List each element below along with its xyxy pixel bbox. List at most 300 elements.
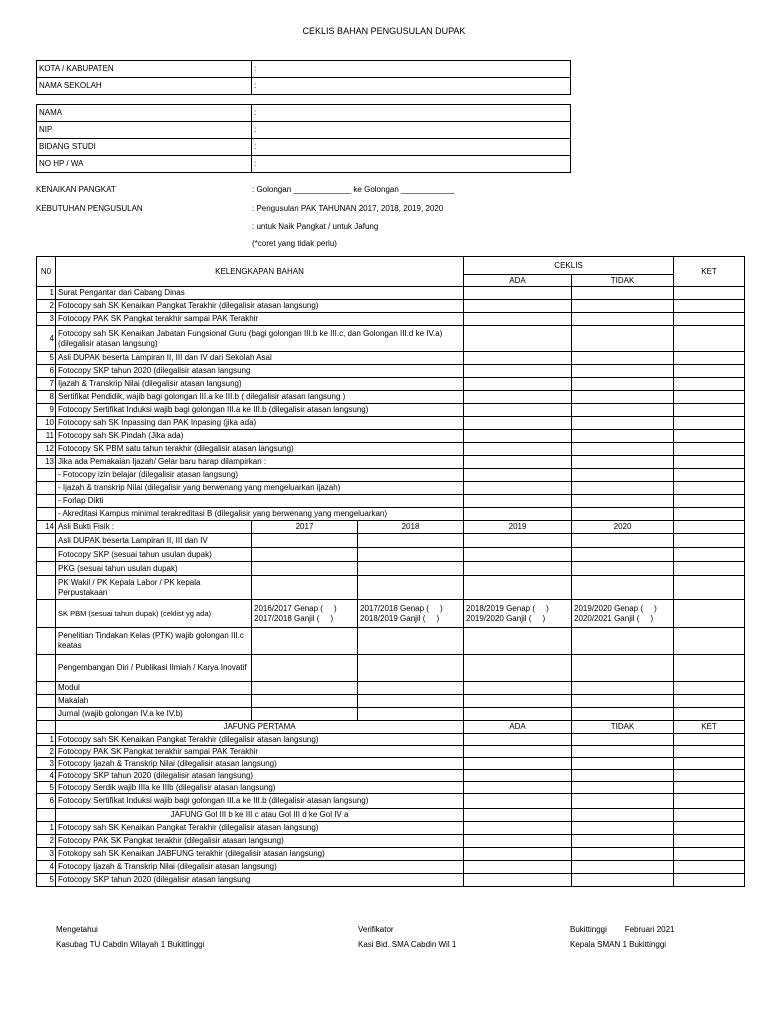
ket-cell[interactable] [674,794,745,809]
item-number [37,495,56,508]
ada-check-cell[interactable] [464,391,572,404]
info-label: NIP [37,122,252,139]
year-check-cell[interactable] [572,628,674,655]
ket-cell[interactable] [674,548,745,562]
item-number: 5 [37,352,56,365]
tidak-check-cell[interactable] [572,378,674,391]
tidak-check-cell[interactable] [572,782,674,794]
pbm-semester-option[interactable]: 2019/2020 Genap ( ) [574,603,657,613]
year-check-cell[interactable] [252,576,358,600]
info-label: KOTA / KABUPATEN [37,61,252,78]
ada-check-cell[interactable] [464,313,572,326]
ket-cell[interactable] [674,708,745,721]
year-check-cell[interactable] [252,534,358,548]
info-value-field[interactable]: : [252,122,571,139]
ket-cell[interactable] [674,734,745,746]
item-number: 4 [37,326,56,352]
ket-cell[interactable] [674,404,745,417]
bukti-text: PKG (sesuai tahun usulan dupak) [56,562,252,576]
info-value-field[interactable]: : [252,139,571,156]
checklist-row [37,352,745,365]
info-value-field[interactable]: : [252,105,571,122]
jafung-row [37,746,745,758]
tidak-check-cell[interactable] [572,835,674,848]
pbm-semester-cell[interactable] [572,600,674,628]
col-kelengkapan-header: KELENGKAPAN BAHAN [56,257,464,287]
item-text: Fotocopy PAK SK Pangkat terakhir (dilegalisir atasan langsung) [56,835,464,848]
year-check-cell[interactable] [358,576,464,600]
ada-check-cell[interactable] [464,734,572,746]
bukti-row [37,695,745,708]
bukti-fisik-header-row [37,521,745,534]
checklist-row [37,378,745,391]
item-number: 9 [37,404,56,417]
item-number: 6 [37,794,56,809]
ada-check-cell[interactable] [464,848,572,861]
item-number: 10 [37,417,56,430]
item-number [37,809,56,822]
pbm-semester-option[interactable]: 2017/2018 Ganjil ( ) [254,613,334,623]
ada-check-cell[interactable] [464,874,572,887]
col-ada-header: ADA [464,275,572,287]
item-text: Fotocopy Sertifikat Induksi wajib bagi golongan III.a ke III.b (dilegalisir atasan langsung) [56,794,464,809]
item-text: Ijazah & Transkrip Nilai (dilegalisir atasan langsung) [56,378,464,391]
ada-check-cell[interactable] [464,300,572,313]
info-value-field[interactable]: : [252,78,571,95]
item-text: Fotocopy sah SK Kenaikan Pangkat Terakhir (dilegalisir atasan langsung) [56,734,464,746]
ket-cell[interactable] [674,378,745,391]
jafung-row [37,734,745,746]
header-row [37,257,745,275]
item-number [37,548,56,562]
info-value-field[interactable]: : [252,156,571,173]
item-number: 12 [37,443,56,456]
tidak-check-cell[interactable] [572,508,674,521]
bukti-text: Asli DUPAK beserta Lampiran II, III dan IV [56,534,252,548]
kenaikan-label: KENAIKAN PANGKAT [36,185,116,194]
kebutuhan-line1[interactable]: : Pengusulan PAK TAHUNAN 2017, 2018, 2019, 2020 [252,204,444,213]
year-check-cell[interactable] [252,708,358,721]
tidak-check-cell[interactable] [572,495,674,508]
checklist-row [37,391,745,404]
ket-cell[interactable] [674,469,745,482]
item-text: Fotocopy SKP tahun 2020 (dilegalisir atasan langsung) [56,770,464,782]
year-check-cell[interactable] [572,708,674,721]
item-number: 7 [37,378,56,391]
year-check-cell[interactable] [252,655,358,682]
item-number [37,508,56,521]
ada-check-cell[interactable] [464,822,572,835]
ket-cell[interactable] [674,417,745,430]
tidak-check-cell[interactable] [572,482,674,495]
sub-item-text: - Forlap Dikti [56,495,464,508]
item-text: Fotocopy SKP tahun 2020 (dilegalisir atasan langsung [56,874,464,887]
bukti-row [37,534,745,548]
pbm-label: SK PBM (sesuai tahun dupak) (ceklist yg ada) [56,600,252,628]
item-number: 3 [37,758,56,770]
year-header: 2020 [572,521,674,534]
item-number [37,628,56,655]
item-number: 1 [37,287,56,300]
ket-cell[interactable] [674,313,745,326]
checklist-row [37,443,745,456]
sig-mengetahui: Mengetahui [56,925,98,934]
ket-cell[interactable] [674,861,745,874]
jafung-row [37,758,745,770]
ket-cell[interactable] [674,770,745,782]
sub-item-text: - Akreditasi Kampus minimal terakreditasi B (dilegalisir yang berwenang yang mengeluarkan) [56,508,464,521]
ada-check-cell[interactable] [464,495,572,508]
tidak-check-cell[interactable] [572,758,674,770]
item-text: Fotocopy sah SK Pindah (Jika ada) [56,430,464,443]
checklist-subrow [37,495,745,508]
year-check-cell[interactable] [358,682,464,695]
item-text: Fotocopy PAK SK Pangkat terakhir sampai PAK Terakhir [56,313,464,326]
tidak-check-cell[interactable] [572,326,674,352]
bukti-row [37,682,745,695]
item-number: 11 [37,430,56,443]
tidak-check-cell[interactable] [572,770,674,782]
ada-check-cell[interactable] [464,443,572,456]
year-check-cell[interactable] [252,562,358,576]
ket-cell[interactable] [674,534,745,548]
info-row-nama [37,105,571,122]
ket-cell[interactable] [674,456,745,469]
pbm-semester-option[interactable]: 2016/2017 Genap ( ) [254,603,337,613]
year-check-cell[interactable] [358,628,464,655]
ket-cell[interactable] [674,848,745,861]
item-text: Fotocopy Ijazah & Transkrip Nilai (dilegalisir atasan langsung) [56,861,464,874]
tidak-check-cell[interactable] [572,746,674,758]
checklist-row [37,326,745,352]
tidak-check-cell[interactable] [572,469,674,482]
kenaikan-value[interactable]: : Golongan _____________ ke Golongan ____________ [252,185,455,194]
bukti-row [37,562,745,576]
info-row-kota [37,61,571,78]
pbm-semester-option[interactable]: 2019/2020 Ganjil ( ) [466,613,546,623]
ket-cell[interactable] [674,287,745,300]
pbm-semester-cell[interactable] [358,600,464,628]
checklist-row [37,417,745,430]
pbm-semester-option[interactable]: 2017/2018 Genap ( ) [360,603,443,613]
year-check-cell[interactable] [252,628,358,655]
ada-check-cell[interactable] [464,482,572,495]
item-number: 1 [37,734,56,746]
ket-cell[interactable] [674,300,745,313]
tidak-check-cell[interactable] [572,417,674,430]
checklist-row [37,456,745,469]
jafung2-heading: JAFUNG Gol III b ke III c atau Gol III d ke Gol IV a [56,809,464,822]
year-check-cell[interactable] [464,695,572,708]
year-check-cell[interactable] [464,708,572,721]
jafung2-row [37,861,745,874]
year-check-cell[interactable] [358,695,464,708]
ket-cell[interactable] [674,521,745,534]
item-text: Fotokopy sah SK Kenaikan JABFUNG terakhir (dilegalisir atasan langsung) [56,848,464,861]
tidak-check-cell[interactable] [572,287,674,300]
ada-check-cell[interactable] [464,365,572,378]
ket-cell[interactable] [674,655,745,682]
pbm-semester-option[interactable]: 2020/2021 Ganjil ( ) [574,613,654,623]
ket-cell[interactable] [674,600,745,628]
year-check-cell[interactable] [572,655,674,682]
bukti-text: Penelitian Tindakan Kelas (PTK) wajib golongan III.c keatas [56,628,252,655]
jafung-row [37,782,745,794]
item-text: Fotocopy Serdik wajib IIIa ke IIIb (dilegalisir atasan langsung) [56,782,464,794]
year-check-cell[interactable] [358,534,464,548]
col-tidak-header: TIDAK [572,275,674,287]
info-row-nohp [37,156,571,173]
year-check-cell[interactable] [358,655,464,682]
ket-cell[interactable] [674,391,745,404]
item-number: 8 [37,391,56,404]
item-number: 4 [37,770,56,782]
ada-check-cell[interactable] [464,809,572,822]
ada-check-cell[interactable] [464,782,572,794]
bukti-text: PK Wakil / PK Kepala Labor / PK kepala Perpustakaan [56,576,252,600]
bukti-text: Jurnal (wajib golongan IV.a ke IV.b) [56,708,252,721]
checklist-table [36,256,745,887]
item-number [37,482,56,495]
item-text: Fotocopy sah SK Kenaikan Pangkat Terakhir (dilegalisir atasan langsung) [56,822,464,835]
ada-check-cell[interactable] [464,861,572,874]
year-check-cell[interactable] [464,628,572,655]
checklist-subrow [37,469,745,482]
checklist-row [37,404,745,417]
kebutuhan-label: KEBUTUHAN PENGUSULAN [36,204,143,213]
sig-verifikator: Verifikator [358,925,394,934]
info-label: BIDANG STUDI [37,139,252,156]
col-ceklis-header: CEKLIS [464,257,674,275]
bukti-fisik-label: Asli Bukti Fisik : [56,521,252,534]
bukti-row [37,708,745,721]
tidak-check-cell[interactable] [572,861,674,874]
tidak-check-cell[interactable] [572,404,674,417]
ada-check-cell[interactable] [464,352,572,365]
ket-cell[interactable] [674,695,745,708]
item-number [37,562,56,576]
ada-check-cell[interactable] [464,508,572,521]
kebutuhan-note: (*coret yang tidak perlu) [252,239,337,248]
item-number [37,469,56,482]
ket-cell[interactable] [674,482,745,495]
ada-check-cell[interactable] [464,758,572,770]
checklist-subrow [37,508,745,521]
item-text: Fotocopy sah SK Kenaikan Jabatan Fungsional Guru (bagi golongan III.b ke III.c, dan Golongan III.d ke IV.a) (dilegalisir atasan langsung) [56,326,464,352]
ket-cell[interactable] [674,508,745,521]
ket-cell[interactable] [674,576,745,600]
ket-cell[interactable] [674,628,745,655]
item-text: Fotocopy Sertifikat Induksi wajib bagi golongan III.a ke III.b (dilegalisir atasan langsung) [56,404,464,417]
bukti-row [37,628,745,655]
item-number: 13 [37,456,56,469]
item-number: 2 [37,835,56,848]
info-row-sekolah [37,78,571,95]
col-ket-header: KET [674,721,745,734]
bukti-text: Makalah [56,695,252,708]
ada-check-cell[interactable] [464,430,572,443]
item-number [37,576,56,600]
year-header: 2017 [252,521,358,534]
ada-check-cell[interactable] [464,794,572,809]
ket-cell[interactable] [674,822,745,835]
ada-check-cell[interactable] [464,770,572,782]
tidak-check-cell[interactable] [572,430,674,443]
year-check-cell[interactable] [572,682,674,695]
col-ket-header: KET [674,257,745,287]
info-label: NAMA [37,105,252,122]
item-number [37,695,56,708]
checklist-subrow [37,482,745,495]
tidak-check-cell[interactable] [572,456,674,469]
item-text: Sertifikat Pendidik, wajib bagi golongan III.a ke III.b ( dilegalisir atasan langsung ) [56,391,464,404]
ada-check-cell[interactable] [464,746,572,758]
ket-cell[interactable] [674,835,745,848]
bukti-text: Fotocopy SKP (sesuai tahun usulan dupak) [56,548,252,562]
tidak-check-cell[interactable] [572,848,674,861]
sig-kasubag: Kasubag TU Cabdin Wilayah 1 Bukittinggi [56,940,205,949]
item-text: Fotocopy sah SK Inpassing dan PAK Inpasing (jika ada) [56,417,464,430]
col-tidak-header: TIDAK [572,721,674,734]
pbm-semester-option[interactable]: 2018/2019 Ganjil ( ) [360,613,440,623]
pbm-semester-cell[interactable] [464,600,572,628]
bukti-row [37,655,745,682]
item-number [37,721,56,734]
ada-check-cell[interactable] [464,378,572,391]
sig-tanggal: Bukittinggi Februari 2021 [570,925,675,934]
jafung2-row [37,848,745,861]
item-number: 5 [37,782,56,794]
year-check-cell[interactable] [464,534,572,548]
ket-cell[interactable] [674,782,745,794]
item-number: 2 [37,300,56,313]
ada-check-cell[interactable] [464,287,572,300]
ket-cell[interactable] [674,326,745,352]
sig-kepala: Kepala SMAN 1 Bukittinggi [570,940,667,949]
tidak-check-cell[interactable] [572,809,674,822]
year-check-cell[interactable] [572,534,674,548]
item-number: 3 [37,848,56,861]
jafung2-row [37,822,745,835]
checklist-row [37,313,745,326]
ket-cell[interactable] [674,443,745,456]
kebutuhan-line2[interactable]: : untuk Naik Pangkat / untuk Jafung [252,222,379,231]
jafung-header-row [37,721,745,734]
tidak-check-cell[interactable] [572,300,674,313]
tidak-check-cell[interactable] [572,734,674,746]
col-no-header: N0 [37,257,56,287]
item-number [37,708,56,721]
tidak-check-cell[interactable] [572,794,674,809]
year-check-cell[interactable] [358,708,464,721]
ket-cell[interactable] [674,758,745,770]
checklist-row [37,300,745,313]
bukti-row [37,576,745,600]
personal-info-table [36,104,571,173]
year-check-cell[interactable] [572,576,674,600]
tidak-check-cell[interactable] [572,352,674,365]
year-check-cell[interactable] [252,682,358,695]
pbm-semester-cell[interactable] [252,600,358,628]
year-check-cell[interactable] [252,548,358,562]
jafung2-row [37,835,745,848]
ket-cell[interactable] [674,746,745,758]
sub-item-text: - Ijazah & transkrip Nilai (dilegalisir yang berwenang yang mengeluarkan ijazah) [56,482,464,495]
item-text: Fotocopy PAK SK Pangkat terakhir sampai PAK Terakhir [56,746,464,758]
sub-item-text: - Fotocopy izin belajar (dilegalisir atasan langsung) [56,469,464,482]
ket-cell[interactable] [674,365,745,378]
col-ada-header: ADA [464,721,572,734]
ket-cell[interactable] [674,562,745,576]
pbm-semester-option[interactable]: 2018/2019 Genap ( ) [466,603,549,613]
item-number: 1 [37,822,56,835]
year-header: 2019 [464,521,572,534]
page-title: CEKLIS BAHAN PENGUSULAN DUPAK [302,26,466,36]
jafung2-header-row [37,809,745,822]
ada-check-cell[interactable] [464,456,572,469]
ket-cell[interactable] [674,682,745,695]
year-check-cell[interactable] [572,562,674,576]
info-label: NO HP / WA [37,156,252,173]
bukti-text: Pengembangan Diri / Publikasi Ilmiah / Karya Inovatif [56,655,252,682]
info-row-bidang [37,139,571,156]
tidak-check-cell[interactable] [572,391,674,404]
checklist-row [37,287,745,300]
year-check-cell[interactable] [358,562,464,576]
year-header: 2018 [358,521,464,534]
ket-cell[interactable] [674,352,745,365]
ada-check-cell[interactable] [464,469,572,482]
ket-cell[interactable] [674,809,745,822]
ket-cell[interactable] [674,874,745,887]
pbm-row [37,600,745,628]
tidak-check-cell[interactable] [572,313,674,326]
year-check-cell[interactable] [572,695,674,708]
item-text: Fotocopy SK PBM satu tahun terakhir (dilegalisir atasan langsung) [56,443,464,456]
ada-check-cell[interactable] [464,404,572,417]
item-number: 2 [37,746,56,758]
year-check-cell[interactable] [464,682,572,695]
ada-check-cell[interactable] [464,417,572,430]
item-number [37,534,56,548]
item-number [37,682,56,695]
year-check-cell[interactable] [464,548,572,562]
year-check-cell[interactable] [464,655,572,682]
tidak-check-cell[interactable] [572,443,674,456]
ket-cell[interactable] [674,495,745,508]
checklist-row [37,365,745,378]
year-check-cell[interactable] [358,548,464,562]
info-value-field[interactable]: : [252,61,571,78]
ada-check-cell[interactable] [464,326,572,352]
year-check-cell[interactable] [464,576,572,600]
info-row-nip [37,122,571,139]
tidak-check-cell[interactable] [572,365,674,378]
item-text: Surat Pengantar dari Cabang Dinas [56,287,464,300]
sig-kasi: Kasi Bid. SMA Cabdin Wil 1 [358,940,457,949]
tidak-check-cell[interactable] [572,874,674,887]
ket-cell[interactable] [674,430,745,443]
year-check-cell[interactable] [572,548,674,562]
year-check-cell[interactable] [252,695,358,708]
bukti-row [37,548,745,562]
checklist-row [37,430,745,443]
year-check-cell[interactable] [464,562,572,576]
item-text: Jika ada Pemakaian Ijazah/ Gelar baru harap dilampirkan : [56,456,464,469]
ada-check-cell[interactable] [464,835,572,848]
jafung-row [37,770,745,782]
tidak-check-cell[interactable] [572,822,674,835]
